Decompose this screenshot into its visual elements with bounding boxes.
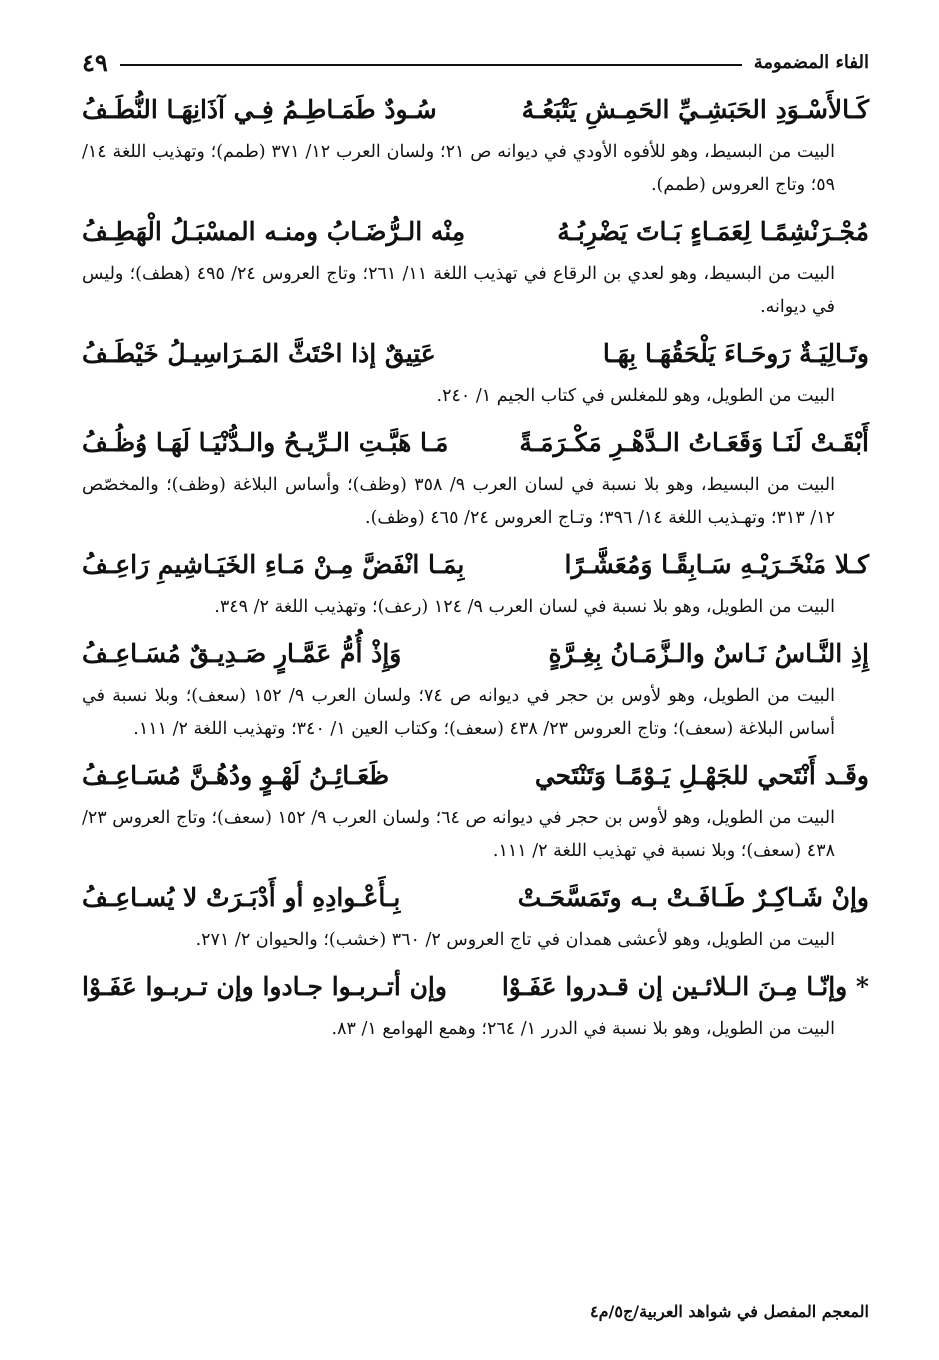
source-note: البيت من البسيط، وهو بلا نسبة في لسان العرب ٩/ ٣٥٨ (وظف)؛ وأساس البلاغة (وظف)؛ والمخصّص ١٢/ ٣١٣؛ وتهـذيب اللغة ١٤/ ٣٩٦؛ وتـاج العروس ٢٤/ ٤٦٥ (وظف). [82,475,835,528]
header-rule [120,64,742,66]
verse-entry [82,328,869,413]
first-hemistich: كَـالأَسْـوَدِ الحَبَشِـيِّ الحَمِـشِ يَتْبَعُـهُ [521,95,869,124]
second-hemistich: عَتِيقٌ إذا احْتَثَّ المَـرَاسِيـلُ خَيْطَـفُ [82,339,436,368]
verse-line [82,628,869,680]
second-hemistich: بِمَـا انْفَضَّ مِـنْ مَـاءِ الخَيَـاشِيمِ رَاعِـفُ [82,550,465,579]
second-hemistich: سُـودٌ طَمَـاطِـمُ فِـي آذَانِهَـا النُّطَـفُ [82,95,437,124]
first-hemistich: وقَـد أَنْتَحي للجَهْـلِ يَـوْمًـا وَتَنْتَحي [534,761,869,790]
source-note: البيت من البسيط، وهو للأفوه الأودي في ديوانه ص ٢١؛ ولسان العرب ١٢/ ٣٧١ (طمم)؛ وتهذيب اللغة ١٤/ ٥٩؛ وتاج العروس (طمم). [82,142,835,195]
first-hemistich: إِذِ النَّـاسُ نَـاسٌ والـزَّمَـانُ بِغِـرَّةٍ [548,639,869,668]
verse-entry [82,539,869,624]
verse-line [82,872,869,924]
source-note: البيت من الطويل، وهو بلا نسبة في لسان العرب ٩/ ١٢٤ (رعف)؛ وتهذيب اللغة ٢/ ٣٤٩. [214,597,835,617]
verse-entry [82,206,869,324]
second-hemistich: بِـأَعْـوادِهِ أو أَدْبَـرَتْ لا يُسـاعِـفُ [82,883,401,912]
verse-entry [82,628,869,746]
verse-entry [82,750,869,868]
first-hemistich: مُجْـرَنْشِمًـا لِعَمَـاءٍ بَـاتَ يَضْرِبُـهُ [557,217,869,246]
second-hemistich: مَـا هَبَّـتِ الـرِّيـحُ والـدُّنْيَـا لَهَـا وُظُـفُ [82,428,449,457]
first-hemistich: كـلا مَنْخَـرَيْـهِ سَـابِقًـا وَمُعَشَّـرًا [564,550,869,579]
verse-line [82,328,869,380]
source-note: البيت من البسيط، وهو لعدي بن الرقاع في تهذيب اللغة ١١/ ٢٦١؛ وتاج العروس ٢٤/ ٤٩٥ (هطف)؛ وليس في ديوانه. [82,264,835,317]
verse-line [82,84,869,136]
second-hemistich: مِنْه الـرُّضَـابُ ومنـه المسْبَـلُ الْهَطِـفُ [82,217,466,246]
verse-line [82,206,869,258]
entries-list [82,84,869,1050]
verse-line [82,539,869,591]
second-hemistich: ظَعَـائِـنُ لَهْـوٍ ودُهُـنَّ مُسَـاعِـفُ [82,761,390,790]
entry-gap [82,1046,869,1050]
verse-line [82,417,869,469]
book-footer: المعجم المفصل في شواهد العربية/ج٥/م٤ [590,1302,869,1321]
source-note: البيت من الطويل، وهو لأوس بن حجر في ديوانه ص ٦٤؛ ولسان العرب ٩/ ١٥٢ (سعف)؛ وتاج العروس ٢٣/ ٤٣٨ (سعف)؛ وبلا نسبة في تهذيب اللغة ٢/ ١١١. [82,808,835,861]
page-number: ٤٩ [82,47,108,77]
verse-entry [82,961,869,1046]
source-note: البيت من الطويل، وهو بلا نسبة في الدرر ١/ ٢٦٤؛ وهمع الهوامع ١/ ٨٣. [331,1019,835,1039]
verse-entry [82,872,869,957]
verse-line [82,961,869,1013]
verse-entry [82,417,869,535]
first-hemistich: أَبْقَـتْ لَنَـا وَقَعَـاتُ الـدَّهْـرِ مَكْـرَمَـةً [519,428,869,457]
source-note: البيت من الطويل، وهو لأوس بن حجر في ديوانه ص ٧٤؛ ولسان العرب ٩/ ١٥٢ (سعف)؛ وبلا نسبة في أساس البلاغة (سعف)؛ وتاج العروس ٢٣/ ٤٣٨ (سعف)؛ وكتاب العين ١/ ٣٤٠؛ وتهذيب اللغة ٢/ ١١١. [82,686,835,739]
verse-entry [82,84,869,202]
source-note: البيت من الطويل، وهو لأعشى همدان في تاج العروس ٢/ ٣٦٠ (خشب)؛ والحيوان ٢/ ٢٧١. [195,930,835,950]
second-hemistich: وإن أتـربـوا جـادوا وإن تـربـوا عَفَـوْا [82,972,447,1001]
verse-line [82,750,869,802]
section-title: الفاء المضمومة [753,51,869,73]
page-header [82,40,869,84]
source-note: البيت من الطويل، وهو للمغلس في كتاب الجيم ١/ ٢٤٠. [436,386,835,406]
first-hemistich: وتَـالِيَـةٌ رَوحَـاءَ يَلْحَقُهَـا بِهَـا [602,339,869,368]
first-hemistich: * وإنّـا مِـنَ الـلائـين إن قـدروا عَفَـوْا [501,972,869,1001]
second-hemistich: وَإِذْ أُمُّ عَمَّـارٍ صَـدِيـقٌ مُسَـاعِـفُ [82,639,402,668]
first-hemistich: وإنْ شَـاكِـرٌ طَـافَـتْ بـه وتَمَسَّحَـتْ [517,883,869,912]
